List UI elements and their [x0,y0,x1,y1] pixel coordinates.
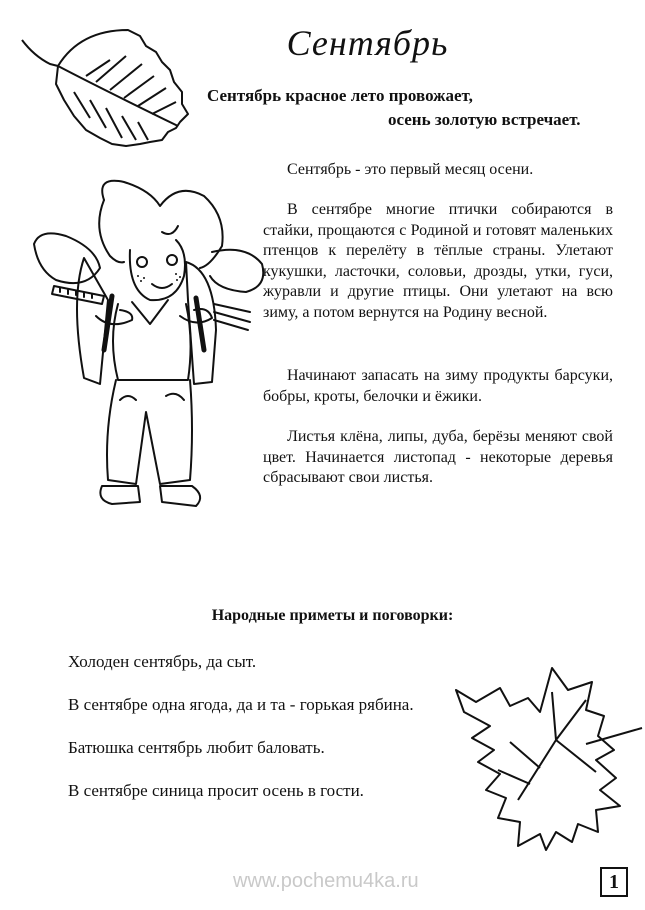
paragraph-birds: В сентябре многие птички собираются в стайки, прощаются с Родиной и готовят маленьких птенцов к перелёту в тёплые страны. Улетают кукушки, ласточки, соловьи, дрозды, утки, гуси, журавли и другие птицы. Они улетают на всю зиму, а потом вернутся на Родину весной. [263,201,613,321]
watermark-url: www.pochemu4ka.ru [233,870,419,892]
proverb-line-2: осень золотую встречает. [388,110,581,129]
saying-item: В сентябре одна ягода, да и та - горькая рябина. [68,695,414,714]
saying-item: Батюшка сентябрь любит баловать. [68,738,325,757]
page-title: Сентябрь [286,23,449,63]
paragraph-leaves: Листья клёна, липы, дуба, берёзы меняют свой цвет. Начинается листопад - некоторые деревья сбрасывают свои листья. [263,428,613,486]
paragraph-intro: Сентябрь - это первый месяц осени. [287,161,534,178]
paragraph-animals: Начинают запасать на зиму продукты барсуки, бобры, кроты, белочки и ёжики. [263,367,613,405]
saying-item: В сентябре синица просит осень в гости. [68,781,364,800]
signs-heading: Народные приметы и поговорки: [211,607,454,624]
page-number: 1 [600,867,628,897]
proverb-line-1: Сентябрь красное лето провожает, [207,86,473,105]
saying-item: Холоден сентябрь, да сыт. [68,652,257,671]
